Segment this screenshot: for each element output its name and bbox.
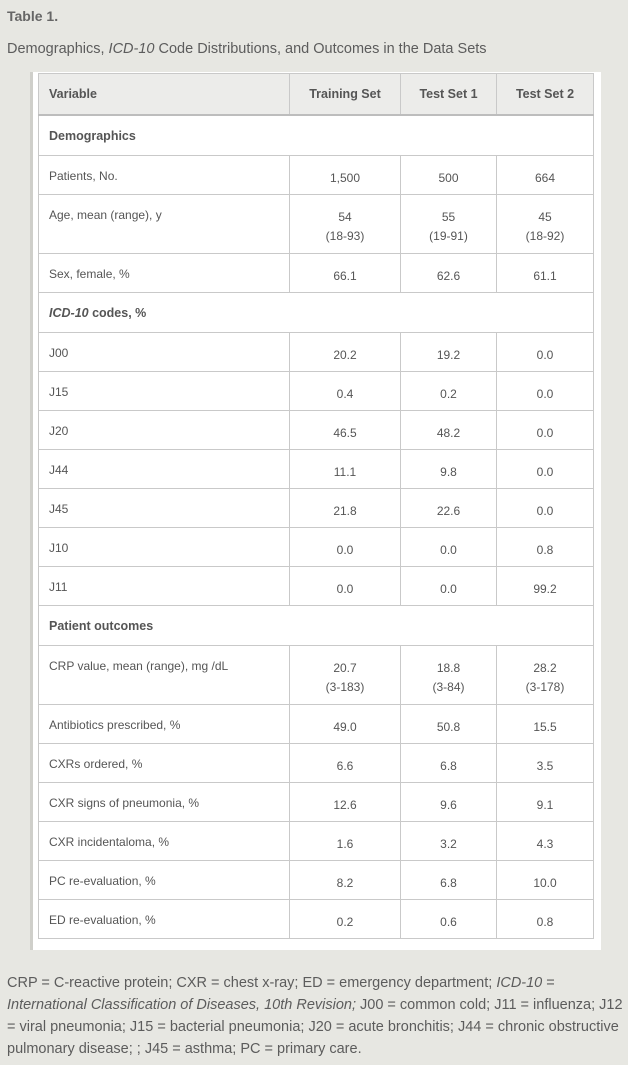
cell-value: 66.1 [333,269,357,283]
section-row [39,115,594,156]
cell-value: 46.5 [333,426,357,440]
cell-training-set [290,372,401,411]
cell-range: (3-183) [325,680,365,694]
cell-value: 9.8 [440,465,457,479]
footnote-part-1: CRP = C-reactive protein; CXR = chest x-ray; ED = emergency department; [7,975,497,991]
row-label: J44 [39,450,290,489]
cell-test-set-2 [497,822,594,861]
cell-value: 10.0 [533,876,557,890]
cell-value: 9.6 [440,798,457,812]
row-label: J20 [39,411,290,450]
cell-training-set [290,900,401,939]
footnote-italic-1: ICD-10 [496,975,543,991]
cell-test-set-1 [401,567,497,606]
cell-value: 54 [338,210,352,224]
cell-test-set-1 [401,900,497,939]
table-row [39,783,594,822]
cell-training-set [290,705,401,744]
table-body [39,115,594,939]
section-row [39,293,594,333]
table-row [39,900,594,939]
cell-value: 0.6 [440,915,457,929]
row-label: Antibiotics prescribed, % [39,705,290,744]
row-label: Age, mean (range), y [39,195,290,254]
cell-test-set-2 [497,333,594,372]
cell-value: 55 [441,210,456,224]
row-label: J11 [39,567,290,606]
cell-test-set-1 [401,744,497,783]
cell-value: 99.2 [533,582,557,596]
cell-value: 0.2 [336,915,354,929]
table-row [39,372,594,411]
cell-value: 0.0 [336,582,354,596]
cell-value: 45 [538,210,552,224]
table-row [39,528,594,567]
table-row [39,567,594,606]
cell-training-set [290,254,401,293]
cell-value: 0.2 [440,387,457,401]
section-title-italic: ICD-10 [49,305,89,320]
cell-training-set [290,861,401,900]
cell-range: (18-92) [525,229,565,243]
cell-value: 28.2 [533,661,557,675]
row-label: CRP value, mean (range), mg /dL [39,646,290,705]
table-row [39,489,594,528]
header-test-set-1: Test Set 1 [401,74,497,116]
table-row [39,822,594,861]
cell-test-set-1 [401,489,497,528]
cell-training-set [290,333,401,372]
cell-value: 18.8 [436,661,461,675]
section-title [39,115,594,156]
cell-test-set-2 [497,861,594,900]
cell-test-set-1 [401,450,497,489]
cell-test-set-1 [401,195,497,254]
cell-test-set-1 [401,528,497,567]
section-row [39,606,594,646]
row-label: ED re-evaluation, % [39,900,290,939]
table-row [39,156,594,195]
cell-test-set-1 [401,254,497,293]
cell-value: 1,500 [329,171,361,185]
table-row [39,195,594,254]
cell-test-set-2 [497,489,594,528]
table-row [39,646,594,705]
cell-test-set-1 [401,333,497,372]
cell-value: 19.2 [436,348,461,362]
cell-value: 664 [534,171,556,185]
cell-value: 50.8 [436,720,461,734]
cell-training-set [290,195,401,254]
table-footnote [7,972,625,1060]
caption-suffix: Code Distributions, and Outcomes in the Data Sets [154,41,487,57]
cell-value: 22.6 [436,504,461,518]
table-row [39,411,594,450]
cell-test-set-1 [401,411,497,450]
cell-test-set-2 [497,900,594,939]
cell-value: 500 [438,171,459,185]
cell-test-set-2 [497,411,594,450]
cell-range: (18-93) [325,229,365,243]
row-label: Patients, No. [39,156,290,195]
section-title [39,293,594,333]
header-row [39,74,594,116]
cell-value: 0.8 [536,915,554,929]
cell-range: (3-178) [525,680,565,694]
section-title-text: Demographics [49,128,136,143]
cell-test-set-2 [497,705,594,744]
caption-prefix: Demographics, [7,41,109,57]
cell-value: 6.8 [440,876,457,890]
cell-value: 0.0 [536,387,554,401]
cell-test-set-1 [401,372,497,411]
cell-value: 61.1 [533,269,557,283]
cell-training-set [290,646,401,705]
section-title [39,606,594,646]
data-table [38,73,594,939]
cell-test-set-1 [401,861,497,900]
cell-test-set-1 [401,705,497,744]
cell-training-set [290,489,401,528]
cell-value: 20.2 [333,348,357,362]
row-label: CXRs ordered, % [39,744,290,783]
cell-test-set-2 [497,156,594,195]
cell-training-set [290,744,401,783]
cell-test-set-2 [497,195,594,254]
header-training-set: Training Set [290,74,401,116]
cell-value: 0.0 [336,543,354,557]
cell-test-set-1 [401,822,497,861]
row-label: CXR incidentaloma, % [39,822,290,861]
cell-value: 0.0 [536,426,554,440]
cell-range: (19-91) [429,229,468,243]
cell-value: 0.0 [536,348,554,362]
footnote-italic-2: International Classification of Diseases, 10th Revision; [7,997,356,1013]
cell-test-set-1 [401,646,497,705]
row-label: J45 [39,489,290,528]
cell-value: 11.1 [333,465,357,479]
header-test-set-2: Test Set 2 [497,74,594,116]
cell-value: 1.6 [336,837,354,851]
cell-training-set [290,567,401,606]
cell-training-set [290,528,401,567]
table-row [39,861,594,900]
footnote-part-3: J00 = common cold; J11 = influenza; J12 = viral pneumonia; J15 = bacterial pneumonia; J20 = acute bronchitis; J44 = chronic obstructive pulmonary disease; ; J45 = asthma; PC = primary care. [7,997,623,1057]
header-variable: Variable [39,74,290,116]
cell-value: 3.2 [440,837,457,851]
cell-test-set-2 [497,567,594,606]
cell-value: 0.4 [336,387,354,401]
row-label: J15 [39,372,290,411]
table-row [39,450,594,489]
cell-value: 3.5 [536,759,554,773]
cell-value: 0.0 [536,465,554,479]
row-label: CXR signs of pneumonia, % [39,783,290,822]
section-title-text: Patient outcomes [49,618,154,633]
caption-italic: ICD-10 [108,41,155,57]
cell-test-set-2 [497,646,594,705]
cell-test-set-2 [497,528,594,567]
cell-training-set [290,822,401,861]
cell-value: 0.0 [440,582,457,596]
table-caption [7,41,487,57]
row-label: J10 [39,528,290,567]
cell-value: 0.0 [536,504,554,518]
row-label: PC re-evaluation, % [39,861,290,900]
cell-value: 20.7 [333,661,357,675]
cell-value: 8.2 [336,876,354,890]
cell-test-set-2 [497,450,594,489]
cell-test-set-2 [497,372,594,411]
cell-value: 0.0 [440,543,457,557]
cell-training-set [290,450,401,489]
cell-value: 0.8 [536,543,554,557]
cell-test-set-1 [401,783,497,822]
table-row [39,705,594,744]
cell-training-set [290,783,401,822]
cell-value: 6.8 [440,759,457,773]
cell-test-set-2 [497,254,594,293]
table-row [39,254,594,293]
footnote-part-2: = [542,975,555,991]
table-row [39,744,594,783]
row-label: J00 [39,333,290,372]
cell-value: 4.3 [536,837,554,851]
cell-value: 15.5 [533,720,557,734]
table-label: Table 1. [7,8,59,24]
cell-value: 48.2 [436,426,461,440]
cell-range: (3-84) [432,680,465,694]
cell-value: 21.8 [333,504,357,518]
section-title-rest: codes, % [88,305,147,320]
cell-value: 6.6 [336,759,354,773]
cell-test-set-2 [497,783,594,822]
cell-training-set [290,156,401,195]
cell-value: 49.0 [333,720,357,734]
cell-training-set [290,411,401,450]
table-row [39,333,594,372]
cell-value: 9.1 [536,798,554,812]
row-label: Sex, female, % [39,254,290,293]
cell-test-set-1 [401,156,497,195]
cell-value: 62.6 [436,269,461,283]
cell-test-set-2 [497,744,594,783]
cell-value: 12.6 [333,798,357,812]
